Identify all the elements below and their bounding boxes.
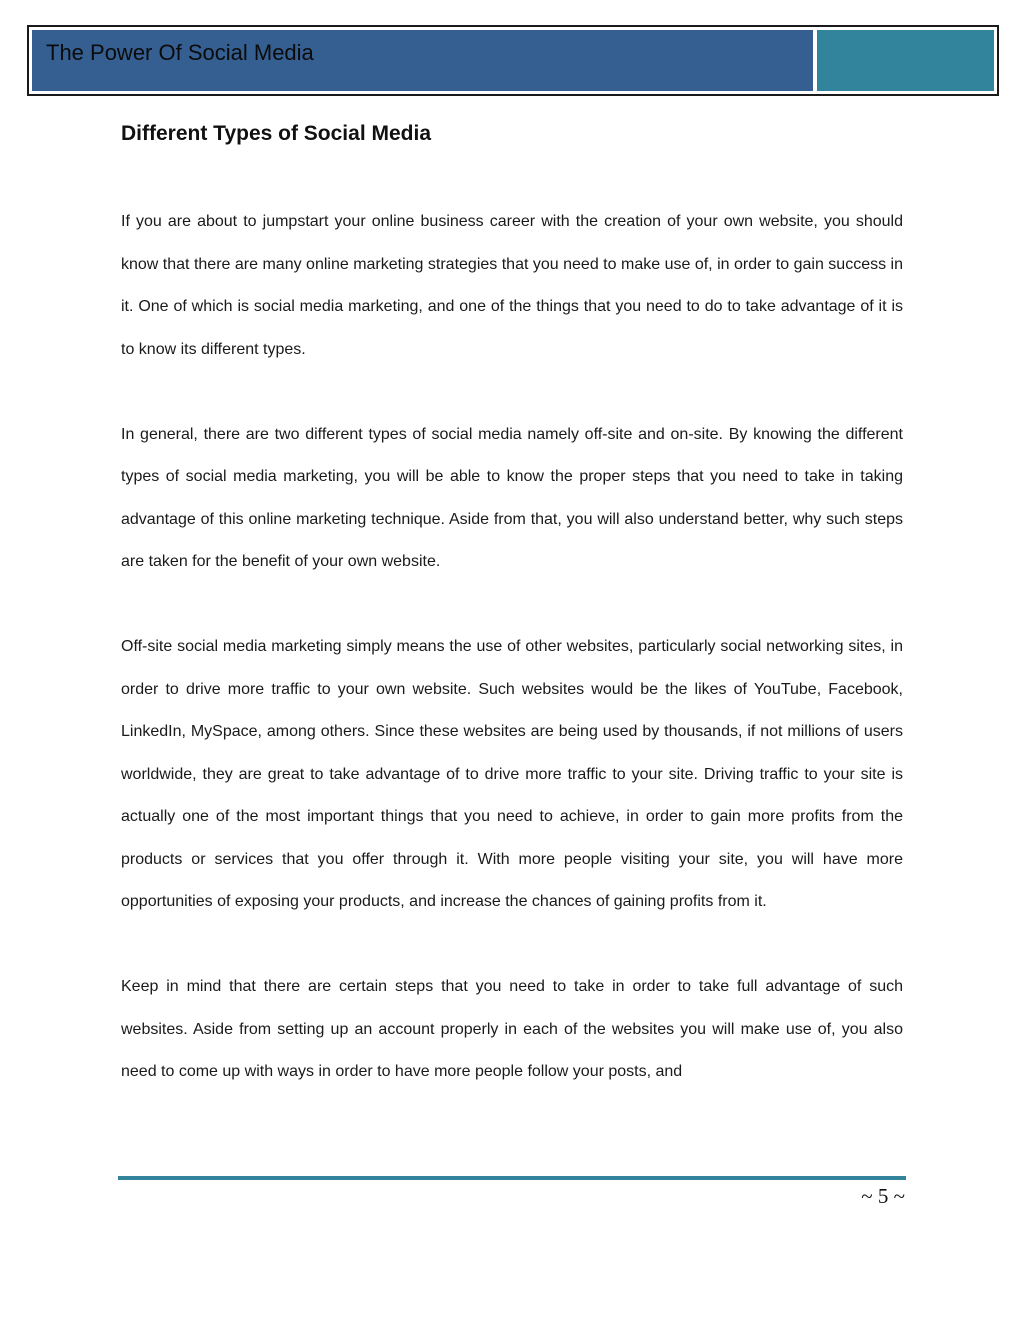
footer-rule bbox=[118, 1176, 906, 1180]
section-heading: Different Types of Social Media bbox=[121, 122, 432, 145]
header-accent-block bbox=[817, 30, 994, 91]
header-title: The Power Of Social Media bbox=[46, 40, 314, 65]
page-header bbox=[27, 25, 999, 96]
body-text bbox=[121, 201, 903, 1094]
paragraph-types: In general, there are two different types of social media namely off-site and on-site. By knowing the different types of social media marketing, you will be able to know the proper steps that you need to take in taking advantage of this online marketing technique. Aside from that, you will also understand better, why such steps are taken for the benefit of your own website. bbox=[121, 425, 903, 570]
paragraph-steps: Keep in mind that there are certain steps that you need to take in order to take full advantage of such websites. Aside from setting up an account properly in each of the websites you will make use of, you also need to come up with ways in order to have more people follow your posts, and bbox=[121, 978, 903, 1080]
paragraph-off-site: Off-site social media marketing simply means the use of other websites, particularly social networking sites, in order to drive more traffic to your own website. Such websites would be the likes of YouTube, Facebook, LinkedIn, MySpace, among others. Since these websites are being used by thousands, if not millions of users worldwide, they are great to take advantage of to drive more traffic to your site. Driving traffic to your site is actually one of the most important things that you need to achieve, in order to gain more profits from the products or services that you offer through it. With more people visiting your site, you will have more opportunities of exposing your products, and increase the chances of gaining profits from it. bbox=[121, 638, 903, 910]
header-title-bar bbox=[32, 30, 813, 91]
paragraph-intro: If you are about to jumpstart your online business career with the creation of your own website, you should know that there are many online marketing strategies that you need to make use of, in order to gain success in it. One of which is social media marketing, and one of the things that you need to do to take advantage of it is to know its different types. bbox=[121, 213, 903, 358]
page-number: ~ 5 ~ bbox=[861, 1184, 905, 1208]
